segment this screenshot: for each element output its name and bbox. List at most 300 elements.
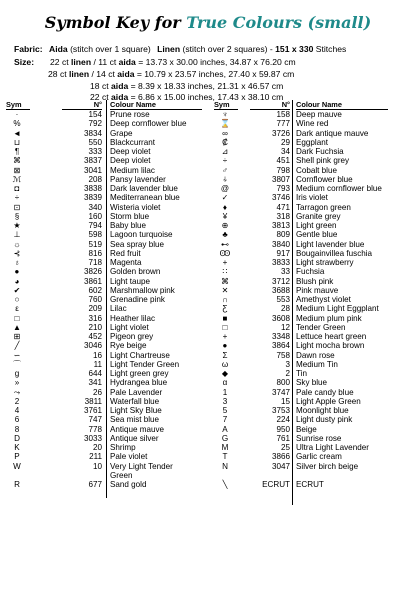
symbol-glyph: ÷ bbox=[14, 193, 20, 203]
colour-name: Light green bbox=[296, 221, 337, 230]
symbol-glyph: W bbox=[13, 461, 21, 471]
colour-name: Grenadine pink bbox=[110, 295, 165, 304]
symbol-glyph: ✓ bbox=[221, 193, 229, 203]
colour-name: Tin bbox=[296, 369, 307, 378]
symbol-glyph: ∽ bbox=[13, 350, 21, 360]
colour-name: Ultra Light Lavender bbox=[296, 443, 369, 452]
colour-name: Wisteria violet bbox=[110, 202, 161, 212]
col-name-right: Colour Name bbox=[296, 100, 388, 110]
symbol-glyph: ¶ bbox=[14, 147, 20, 156]
symbol-glyph: ÷ bbox=[222, 156, 228, 166]
symbol-glyph: Ꙭ bbox=[219, 248, 231, 258]
thread-number: 471 bbox=[276, 202, 290, 212]
colour-name: Pansy lavender bbox=[110, 174, 166, 184]
list-item bbox=[206, 415, 416, 424]
list-item bbox=[206, 138, 416, 147]
thread-number: 158 bbox=[276, 110, 290, 119]
symbol-glyph: ✔ bbox=[13, 285, 21, 295]
thread-number: 340 bbox=[88, 202, 102, 212]
thread-number: 208 bbox=[88, 174, 102, 184]
list-item bbox=[0, 295, 210, 304]
list-item bbox=[206, 369, 416, 378]
thread-number: 778 bbox=[88, 424, 102, 434]
thread-number: 644 bbox=[88, 369, 102, 378]
title-pattern-name: True Colours (small) bbox=[186, 13, 372, 32]
thread-number: 553 bbox=[276, 295, 290, 304]
colour-name: Wine red bbox=[296, 119, 329, 129]
thread-number: 3033 bbox=[83, 433, 102, 443]
list-item bbox=[0, 304, 210, 313]
colour-name: Tender Green bbox=[296, 322, 346, 332]
symbol-glyph: 1 bbox=[222, 387, 228, 397]
list-item bbox=[0, 129, 210, 138]
list-item bbox=[0, 267, 210, 276]
symbol-glyph: ∩ bbox=[222, 295, 228, 304]
fabric-label: Fabric: bbox=[14, 44, 43, 54]
thread-number: 224 bbox=[276, 415, 290, 425]
symbol-glyph: ⊥ bbox=[13, 230, 21, 240]
symbol-glyph: + bbox=[222, 258, 228, 267]
colour-name: Golden brown bbox=[110, 267, 161, 277]
thread-number: 758 bbox=[276, 350, 290, 360]
symbol-glyph: Ƹ bbox=[222, 304, 228, 314]
symbol-glyph: ◕ bbox=[14, 276, 20, 286]
list-item bbox=[0, 434, 210, 443]
list-item bbox=[206, 351, 416, 360]
list-item bbox=[206, 471, 416, 480]
thread-number: 3813 bbox=[271, 221, 290, 230]
list-item bbox=[206, 406, 416, 415]
symbol-glyph: » bbox=[14, 378, 20, 388]
fabric-note-linen: (stitch over 2 squares) - bbox=[182, 44, 273, 54]
list-item bbox=[206, 304, 416, 313]
symbol-glyph: ● bbox=[222, 341, 228, 351]
list-item bbox=[206, 425, 416, 434]
list-item bbox=[0, 230, 210, 239]
colour-name: Light Chartreuse bbox=[110, 350, 170, 360]
size-line-4: 22 ct aida = 6.86 x 15.00 inches, 17.43 x 38.10 cm bbox=[90, 92, 284, 102]
col-sym-left: Sym bbox=[6, 100, 30, 110]
colour-name: Pale candy blue bbox=[296, 387, 354, 397]
thread-number: 16 bbox=[92, 350, 102, 360]
symbol-glyph: ⍭ bbox=[222, 174, 228, 184]
colour-name: Granite grey bbox=[296, 211, 341, 221]
symbol-glyph: N bbox=[222, 461, 228, 471]
symbol-glyph: 8 bbox=[14, 424, 20, 434]
colour-name: Mediterranean blue bbox=[110, 193, 180, 203]
fabric-aida: Aida bbox=[49, 44, 68, 54]
symbol-glyph: α bbox=[222, 378, 228, 388]
thread-number: 3726 bbox=[271, 128, 290, 138]
list-item bbox=[0, 323, 210, 332]
list-item bbox=[0, 314, 210, 323]
colour-name: Light taupe bbox=[110, 276, 151, 286]
thread-number: 452 bbox=[88, 332, 102, 341]
thread-number: 451 bbox=[276, 156, 290, 166]
colour-name: Shell pink grey bbox=[296, 156, 350, 166]
symbol-glyph: ₡ bbox=[222, 137, 228, 147]
colour-name: Light dusty pink bbox=[296, 415, 353, 425]
symbol-glyph: 5 bbox=[222, 406, 228, 415]
list-item bbox=[206, 230, 416, 239]
list-item bbox=[206, 277, 416, 286]
thread-number: 800 bbox=[276, 378, 290, 388]
colour-name: Medium plum pink bbox=[296, 313, 362, 323]
colour-name: Rye beige bbox=[110, 341, 147, 351]
thread-number: 3861 bbox=[83, 276, 102, 286]
thread-number: 3747 bbox=[271, 387, 290, 397]
list-item bbox=[0, 452, 210, 461]
symbol-glyph: ⊿ bbox=[221, 147, 229, 156]
thread-number: 598 bbox=[88, 230, 102, 240]
list-item bbox=[206, 378, 416, 387]
symbol-glyph: D bbox=[14, 433, 20, 443]
symbol-glyph: 2 bbox=[14, 396, 20, 406]
thread-number: 809 bbox=[276, 230, 290, 240]
colour-name: Silver birch beige bbox=[296, 461, 359, 471]
colour-name: Pigeon grey bbox=[110, 332, 154, 341]
list-item bbox=[206, 443, 416, 452]
symbol-glyph: 3 bbox=[222, 396, 228, 406]
colour-name: Beige bbox=[296, 424, 317, 434]
size-line-3: 18 ct aida = 8.39 x 18.33 inches, 21.31 x 46.57 cm bbox=[90, 81, 284, 91]
symbol-glyph: 6 bbox=[14, 415, 20, 425]
colour-name: Deep mauve bbox=[296, 110, 342, 119]
thread-number: 3840 bbox=[271, 239, 290, 249]
colour-name: Green bbox=[110, 470, 133, 480]
thread-number: 28 bbox=[280, 304, 290, 314]
list-item bbox=[0, 360, 210, 369]
list-item bbox=[206, 119, 416, 128]
colour-name: Amethyst violet bbox=[296, 295, 351, 304]
colour-name: Light violet bbox=[110, 322, 149, 332]
colour-name: Gentle blue bbox=[296, 230, 338, 240]
colour-name: Antique mauve bbox=[110, 424, 164, 434]
thread-number: 3834 bbox=[83, 128, 102, 138]
symbol-glyph: § bbox=[14, 211, 20, 221]
list-item bbox=[0, 119, 210, 128]
stitch-label: Stitches bbox=[315, 44, 347, 54]
colour-name: Antique silver bbox=[110, 433, 159, 443]
colour-name: Shrimp bbox=[110, 443, 136, 452]
symbol-glyph: ¥ bbox=[222, 211, 228, 221]
list-item bbox=[206, 193, 416, 202]
thread-number: 211 bbox=[89, 452, 102, 462]
thread-number: 3041 bbox=[83, 165, 102, 175]
left-symbol-list bbox=[0, 110, 210, 489]
symbol-glyph: ε bbox=[15, 304, 19, 314]
list-item bbox=[206, 341, 416, 350]
thread-number: 3837 bbox=[83, 156, 102, 166]
list-item bbox=[0, 258, 210, 267]
list-item bbox=[206, 434, 416, 443]
symbol-glyph: ⌛ bbox=[219, 119, 231, 129]
colour-name: Waterfall blue bbox=[110, 396, 160, 406]
thread-number: 34 bbox=[280, 147, 290, 156]
list-item bbox=[206, 166, 416, 175]
list-item bbox=[0, 212, 210, 221]
colour-name: Medium Light Eggplant bbox=[296, 304, 379, 314]
symbol-glyph: ⊔ bbox=[13, 137, 21, 147]
col-num-right: N° bbox=[250, 100, 290, 110]
thread-number: 798 bbox=[276, 165, 290, 175]
colour-name: Marshmallow pink bbox=[110, 285, 175, 295]
thread-number: 777 bbox=[276, 119, 290, 129]
thread-number: 209 bbox=[88, 304, 102, 314]
list-item bbox=[206, 129, 416, 138]
colour-name: Light strawberry bbox=[296, 258, 354, 267]
thread-number: 3688 bbox=[271, 285, 290, 295]
colour-name: Moonlight blue bbox=[296, 406, 349, 415]
colour-name: Sand gold bbox=[110, 480, 147, 489]
thread-number: 3807 bbox=[271, 174, 290, 184]
colour-name: Sky blue bbox=[296, 378, 328, 388]
thread-number: 3811 bbox=[84, 396, 102, 406]
list-item bbox=[0, 138, 210, 147]
thread-number: 3348 bbox=[271, 332, 290, 341]
list-item bbox=[206, 397, 416, 406]
symbol-glyph: ■ bbox=[222, 313, 228, 323]
symbol-glyph: ○ bbox=[14, 295, 20, 304]
list-item bbox=[206, 221, 416, 230]
thread-number: 2 bbox=[285, 369, 290, 378]
colour-name: Dark antique mauve bbox=[296, 128, 369, 138]
thread-number: 210 bbox=[88, 322, 102, 332]
list-item bbox=[206, 388, 416, 397]
list-item bbox=[0, 184, 210, 193]
list-item bbox=[206, 258, 416, 267]
size-line-1 bbox=[14, 57, 296, 67]
colour-name: Grape bbox=[110, 128, 133, 138]
symbol-glyph: A bbox=[222, 424, 228, 434]
symbol-glyph: □ bbox=[222, 322, 228, 332]
colour-name: Deep cornflower blue bbox=[110, 119, 187, 129]
symbol-glyph: ♆ bbox=[221, 110, 229, 119]
col-name-left: Colour Name bbox=[110, 100, 202, 110]
symbol-glyph: M bbox=[221, 443, 229, 452]
thread-number: 816 bbox=[88, 248, 102, 258]
list-item bbox=[0, 286, 210, 295]
list-item bbox=[0, 415, 210, 424]
symbol-glyph: 4 bbox=[14, 406, 20, 415]
colour-name: Light mocha brown bbox=[296, 341, 365, 351]
colour-name: Heather lilac bbox=[110, 313, 155, 323]
symbol-glyph: ▲ bbox=[12, 322, 21, 332]
colour-name: Bougainvillea fuschia bbox=[296, 248, 373, 258]
colour-name: Pale Lavender bbox=[110, 387, 163, 397]
colour-name: Cornflower blue bbox=[296, 174, 353, 184]
list-item bbox=[0, 369, 210, 378]
symbol-glyph: ◄ bbox=[12, 128, 21, 138]
list-item bbox=[206, 249, 416, 258]
symbol-glyph: ⌘ bbox=[220, 276, 230, 286]
list-item bbox=[0, 221, 210, 230]
list-item bbox=[0, 406, 210, 415]
colour-name: Light Tender Green bbox=[110, 359, 180, 369]
list-item bbox=[0, 249, 210, 258]
list-item bbox=[206, 323, 416, 332]
fabric-note-aida: (stitch over 1 square) bbox=[70, 44, 151, 54]
thread-number: 3838 bbox=[83, 184, 102, 193]
list-item bbox=[206, 184, 416, 193]
symbol-glyph: ⤳ bbox=[13, 387, 21, 397]
thread-number: 747 bbox=[88, 415, 102, 425]
size-value-1: 22 ct linen / 11 ct aida = 13.73 x 30.00 inches, 34.87 x 76.20 cm bbox=[50, 57, 296, 67]
symbol-glyph: ★ bbox=[13, 221, 21, 230]
symbol-glyph: @ bbox=[220, 184, 230, 193]
thread-number: 3753 bbox=[271, 406, 290, 415]
symbol-glyph: ⊰ bbox=[13, 248, 21, 258]
colour-name: Dawn rose bbox=[296, 350, 335, 360]
symbol-glyph: T bbox=[222, 452, 228, 462]
symbol-glyph: ╱ bbox=[14, 341, 20, 351]
list-item bbox=[0, 480, 210, 489]
symbol-glyph: ω bbox=[221, 359, 229, 369]
thread-number: 3746 bbox=[271, 193, 290, 203]
symbol-glyph: ⊞ bbox=[13, 332, 21, 341]
fabric-line bbox=[14, 44, 346, 54]
colour-name: Very Light Tender bbox=[110, 461, 173, 471]
colour-name: Fuchsia bbox=[296, 267, 325, 277]
colour-name: Deep violet bbox=[110, 156, 151, 166]
list-item bbox=[0, 425, 210, 434]
list-item bbox=[0, 203, 210, 212]
list-item bbox=[206, 147, 416, 156]
list-item bbox=[206, 212, 416, 221]
symbol-glyph: g bbox=[14, 369, 20, 378]
colour-name: Cobalt blue bbox=[296, 165, 337, 175]
symbol-glyph: ♣ bbox=[222, 230, 228, 240]
thread-number: 3826 bbox=[83, 267, 102, 277]
symbol-glyph: ◘ bbox=[14, 184, 20, 193]
list-item bbox=[0, 175, 210, 184]
thread-number: 26 bbox=[92, 387, 102, 397]
colour-name: Medium Tin bbox=[296, 359, 338, 369]
thread-number: 3839 bbox=[83, 193, 102, 203]
list-item bbox=[206, 267, 416, 276]
thread-number: 341 bbox=[88, 378, 102, 388]
list-item bbox=[206, 462, 416, 471]
list-item bbox=[206, 286, 416, 295]
symbol-glyph: ∷ bbox=[222, 267, 228, 277]
symbol-glyph: ⌒ bbox=[12, 359, 22, 369]
symbol-glyph: P bbox=[14, 452, 20, 462]
colour-name: Storm blue bbox=[110, 211, 150, 221]
title-prefix: Symbol Key for bbox=[44, 13, 187, 32]
thread-number: 794 bbox=[88, 221, 102, 230]
colour-name: Lilac bbox=[110, 304, 127, 314]
thread-number: 333 bbox=[88, 147, 102, 156]
colour-name: Iris violet bbox=[296, 193, 328, 203]
thread-number: ECRUT bbox=[262, 480, 290, 489]
symbol-glyph: + bbox=[222, 332, 228, 341]
list-item bbox=[206, 295, 416, 304]
symbol-glyph: G bbox=[221, 433, 229, 443]
right-symbol-list bbox=[206, 110, 416, 489]
colour-name: Hydrangea blue bbox=[110, 378, 168, 388]
list-item bbox=[0, 147, 210, 156]
thread-number: 10 bbox=[92, 461, 102, 471]
symbol-glyph: R bbox=[14, 480, 20, 489]
list-item bbox=[0, 277, 210, 286]
colour-name: Eggplant bbox=[296, 137, 328, 147]
list-item bbox=[206, 203, 416, 212]
symbol-glyph: ♂ bbox=[221, 165, 229, 175]
thread-number: 12 bbox=[280, 322, 290, 332]
thread-number: 160 bbox=[88, 211, 102, 221]
thread-number: 519 bbox=[88, 239, 102, 249]
symbol-glyph: ☼ bbox=[13, 239, 21, 249]
colour-name: Blush pink bbox=[296, 276, 334, 286]
list-item bbox=[0, 388, 210, 397]
list-item bbox=[206, 480, 416, 489]
list-item bbox=[206, 314, 416, 323]
colour-name: Red fruit bbox=[110, 248, 141, 258]
thread-number: 761 bbox=[276, 433, 290, 443]
list-item bbox=[0, 341, 210, 350]
symbol-glyph: · bbox=[15, 110, 19, 119]
col-num-left: N° bbox=[62, 100, 102, 110]
symbol-glyph: ♁ bbox=[13, 258, 21, 267]
thread-number: 793 bbox=[276, 184, 290, 193]
list-item bbox=[0, 397, 210, 406]
thread-number: 3608 bbox=[271, 313, 290, 323]
list-item bbox=[0, 471, 210, 480]
symbol-glyph: ♦ bbox=[222, 202, 228, 212]
thread-number: 950 bbox=[276, 424, 290, 434]
list-item bbox=[0, 110, 210, 119]
list-item bbox=[206, 360, 416, 369]
col-sym-right: Sym bbox=[214, 100, 238, 110]
symbol-glyph: ℳ bbox=[12, 174, 22, 184]
colour-name: Medium cornflower blue bbox=[296, 184, 382, 193]
colour-name: Lagoon turquoise bbox=[110, 230, 173, 240]
list-item bbox=[206, 452, 416, 461]
thread-number: 718 bbox=[88, 258, 102, 267]
thread-number: 3047 bbox=[271, 461, 290, 471]
colour-name: Dark Fuchsia bbox=[296, 147, 344, 156]
thread-number: 760 bbox=[88, 295, 102, 304]
symbol-glyph: Σ bbox=[222, 350, 228, 360]
thread-number: 318 bbox=[276, 211, 290, 221]
thread-number: 792 bbox=[88, 119, 102, 129]
list-item bbox=[0, 240, 210, 249]
list-item bbox=[0, 166, 210, 175]
symbol-glyph: ⊕ bbox=[221, 221, 229, 230]
symbol-glyph: ⊷ bbox=[220, 239, 230, 249]
fabric-linen: Linen bbox=[157, 44, 181, 54]
colour-name: Sea spray blue bbox=[110, 239, 164, 249]
list-item bbox=[206, 240, 416, 249]
colour-name: Sunrise rose bbox=[296, 433, 342, 443]
colour-name: Prune rose bbox=[110, 110, 150, 119]
thread-number: 602 bbox=[88, 285, 102, 295]
list-item bbox=[206, 175, 416, 184]
list-item bbox=[206, 156, 416, 165]
thread-number: 3761 bbox=[83, 406, 102, 415]
colour-name: Tarragon green bbox=[296, 202, 351, 212]
colour-name: Lettuce heart green bbox=[296, 332, 367, 341]
thread-number: 25 bbox=[280, 443, 290, 452]
symbol-glyph: % bbox=[13, 119, 21, 129]
thread-number: 3046 bbox=[83, 341, 102, 351]
thread-number: 917 bbox=[276, 248, 290, 258]
symbol-glyph: ╲ bbox=[222, 480, 228, 489]
colour-name: Sea mist blue bbox=[110, 415, 160, 425]
colour-name: Pale violet bbox=[110, 452, 148, 462]
symbol-glyph: □ bbox=[14, 313, 20, 323]
symbol-glyph: ⊠ bbox=[13, 165, 21, 175]
